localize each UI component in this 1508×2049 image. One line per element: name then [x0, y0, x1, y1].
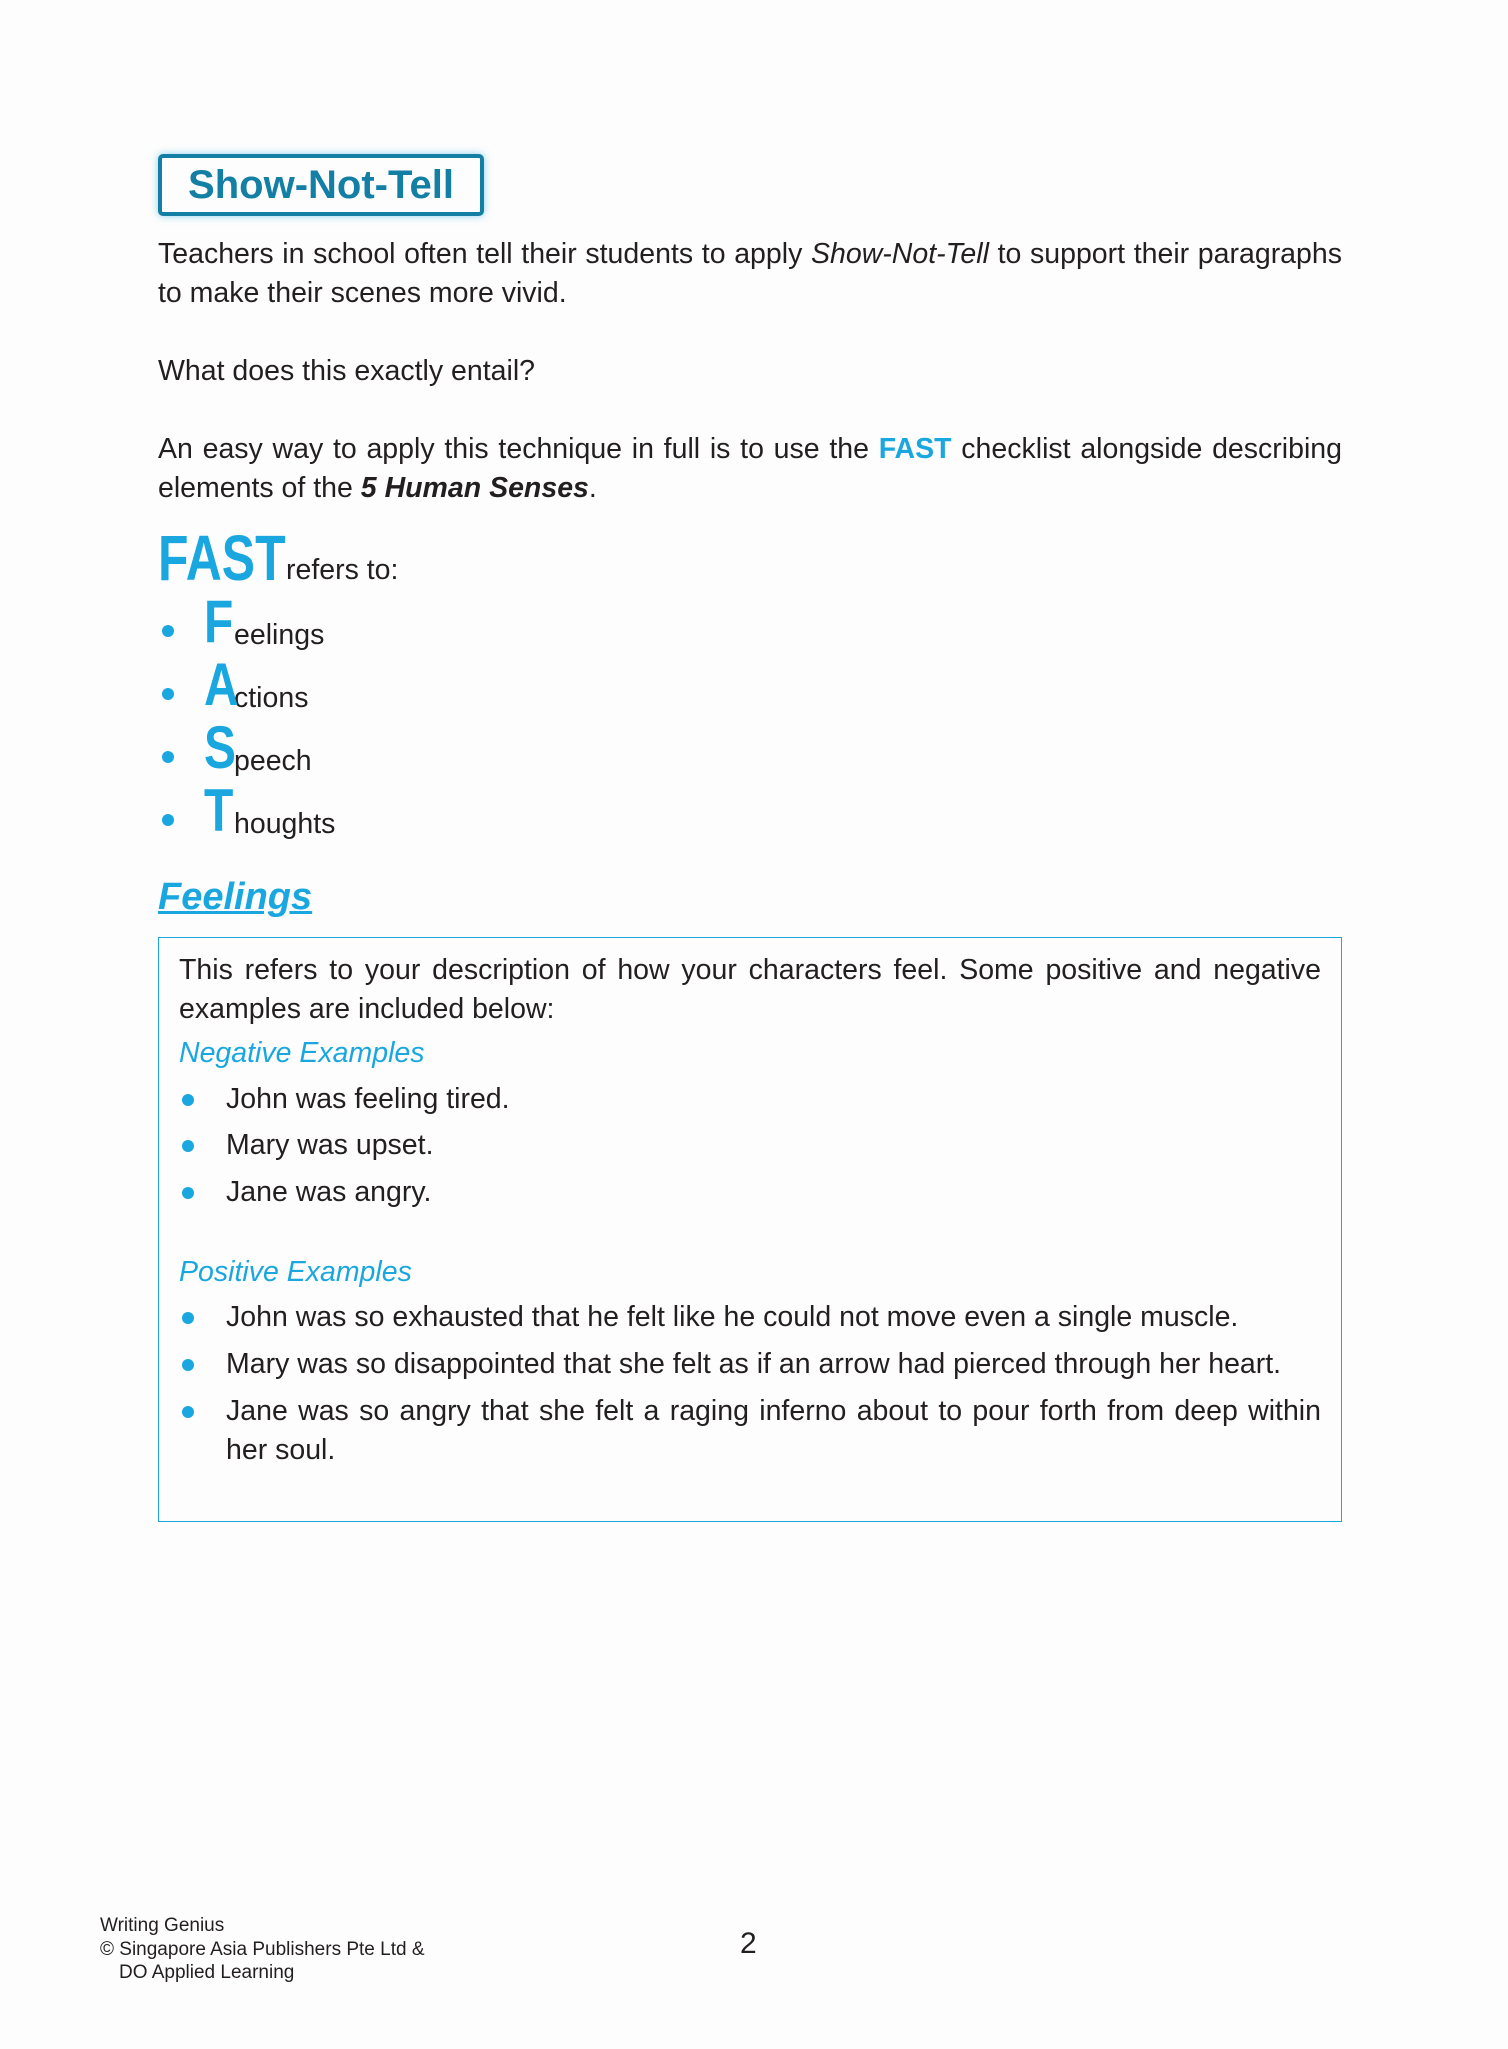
feelings-intro: This refers to your description of how your characters feel. Some positive and negative examples are included below:	[179, 954, 1321, 1025]
word: ctions	[234, 682, 309, 714]
example: John was so exhausted that he felt like he could not move even a single muscle.	[226, 1301, 1239, 1333]
example: Jane was so angry that she felt a raging inferno about to pour forth from deep within her soul.	[226, 1395, 1321, 1466]
page-number: 2	[740, 1927, 757, 1960]
question-paragraph: What does this exactly entail?	[158, 355, 536, 387]
bullet-icon	[182, 1312, 194, 1324]
negative-list	[179, 1080, 1321, 1220]
fast-heading	[158, 520, 399, 594]
list-item	[158, 588, 335, 655]
fast-list	[158, 588, 336, 844]
list-item	[179, 1080, 1321, 1119]
initial: F	[204, 588, 234, 655]
example: Mary was so disappointed that she felt as if an arrow had pierced through her heart.	[226, 1348, 1282, 1380]
emphasis: Show-Not-Tell	[810, 238, 989, 270]
senses-highlight: 5 Human Senses	[360, 472, 589, 504]
fast-acronym: FAST	[158, 522, 286, 594]
text: to support their paragraphs to make their scenes more vivid.	[158, 238, 1342, 309]
text: Teachers in school often tell their students to apply	[158, 238, 811, 270]
positive-list	[179, 1298, 1321, 1478]
bullet-icon	[182, 1140, 194, 1152]
technique-paragraph	[158, 430, 1342, 508]
initial: T	[204, 777, 234, 844]
bullet-icon	[162, 625, 174, 637]
bullet-icon	[182, 1359, 194, 1371]
example: John was feeling tired.	[226, 1083, 510, 1115]
footer-credits	[100, 1914, 425, 1985]
list-item	[158, 777, 336, 844]
bullet-icon	[162, 814, 174, 826]
text: An easy way to apply this technique in full is to use the	[158, 433, 879, 465]
bullet-icon	[162, 688, 174, 700]
bullet-icon	[182, 1187, 194, 1199]
page-title: Show-Not-Tell	[188, 162, 454, 207]
page-title-box	[158, 154, 484, 216]
fast-refers: refers to:	[286, 554, 399, 586]
text: .	[588, 472, 597, 504]
bullet-icon	[182, 1094, 194, 1106]
feelings-box	[158, 937, 1342, 1522]
list-item	[179, 1126, 1321, 1165]
example: Mary was upset.	[226, 1129, 434, 1161]
word: peech	[234, 745, 312, 777]
list-item	[158, 651, 335, 718]
list-item	[179, 1173, 1321, 1212]
fast-highlight: FAST	[878, 433, 952, 465]
list-item	[179, 1345, 1321, 1384]
footer-book-title: Writing Genius	[100, 1915, 225, 1936]
footer-copyright: © Singapore Asia Publishers Pte Ltd &	[100, 1938, 425, 1960]
negative-label: Negative Examples	[179, 1037, 425, 1069]
footer-copyright-2: DO Applied Learning	[119, 1962, 295, 1983]
text: checklist alongside describing elements of the	[158, 433, 1342, 504]
list-item	[158, 714, 335, 781]
bullet-icon	[182, 1406, 194, 1418]
word: eelings	[234, 619, 325, 651]
positive-label: Positive Examples	[179, 1256, 412, 1288]
initial: S	[204, 714, 237, 781]
bullet-icon	[162, 751, 174, 763]
list-item	[179, 1392, 1321, 1470]
initial: A	[204, 651, 239, 718]
intro-paragraph	[158, 235, 1342, 313]
example: Jane was angry.	[226, 1176, 432, 1208]
list-item	[179, 1298, 1321, 1337]
word: houghts	[234, 808, 336, 840]
feelings-heading: Feelings	[158, 876, 313, 918]
